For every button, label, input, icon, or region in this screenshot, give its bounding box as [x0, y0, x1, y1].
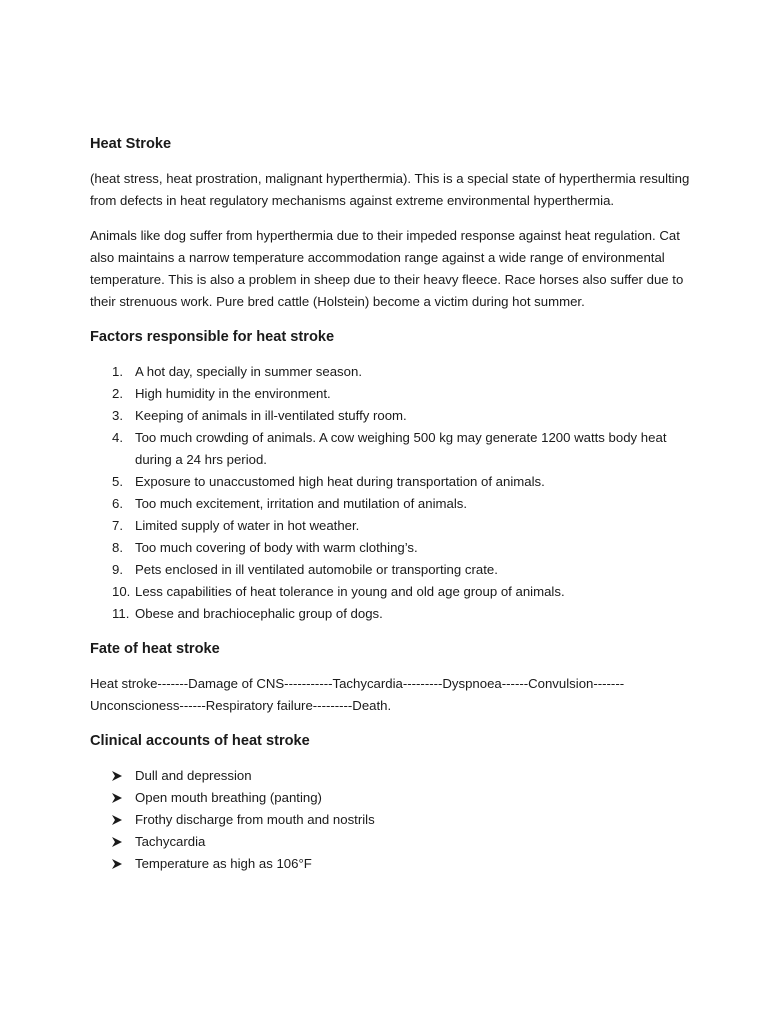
- list-number: 9.: [112, 562, 123, 577]
- list-number: 4.: [112, 430, 123, 445]
- arrowhead-bullet-icon: [112, 815, 122, 825]
- list-item-text: Too much crowding of animals. A cow weighing 500 kg may generate 1200 watts body heat during a 24 hrs period.: [135, 430, 667, 467]
- list-number: 6.: [112, 496, 123, 511]
- list-item: [90, 809, 690, 831]
- clinical-heading: Clinical accounts of heat stroke: [90, 733, 310, 749]
- list-item-text: Tachycardia: [135, 834, 206, 849]
- list-item: [90, 405, 690, 427]
- animals-paragraph: Animals like dog suffer from hyperthermia due to their impeded response against heat regulation. Cat also maintains a narrow temperature accommodation range against a wide range of environmental temperature. This is also a problem in sheep due to their heavy fleece. Race horses also suffer due to their strenuous work. Pure bred cattle (Holstein) become a victim during hot summer.: [90, 228, 684, 309]
- list-item-text: Open mouth breathing (panting): [135, 790, 322, 805]
- list-item-text: A hot day, specially in summer season.: [135, 364, 362, 379]
- list-item: [90, 515, 690, 537]
- list-item: [90, 361, 690, 383]
- intro-paragraph: (heat stress, heat prostration, malignant hyperthermia). This is a special state of hyperthermia resulting from defects in heat regulatory mechanisms against extreme environmental hyperthermia.: [90, 171, 690, 208]
- factors-list: [90, 361, 690, 625]
- list-number: 8.: [112, 540, 123, 555]
- list-item: [90, 559, 690, 581]
- list-number: 7.: [112, 518, 123, 533]
- list-item: [90, 853, 690, 875]
- list-number: 10.: [112, 584, 131, 599]
- fate-sequence: Heat stroke-------Damage of CNS-----------Tachycardia---------Dyspnoea------Convulsion------- Unconscioness------Respiratory failure---------Death.: [90, 676, 625, 713]
- list-item: [90, 537, 690, 559]
- list-item-text: Exposure to unaccustomed high heat during transportation of animals.: [135, 474, 545, 489]
- list-item-text: Limited supply of water in hot weather.: [135, 518, 360, 533]
- list-item-text: High humidity in the environment.: [135, 386, 331, 401]
- list-item: [90, 471, 690, 493]
- list-item: [90, 493, 690, 515]
- list-item: [90, 427, 690, 471]
- list-number: 1.: [112, 364, 123, 379]
- list-number: 11.: [112, 606, 130, 621]
- list-item-text: Temperature as high as 106°F: [135, 856, 312, 871]
- list-number: 2.: [112, 386, 123, 401]
- arrowhead-bullet-icon: [112, 793, 122, 803]
- list-item-text: Too much excitement, irritation and mutilation of animals.: [135, 496, 468, 511]
- list-item-text: Frothy discharge from mouth and nostrils: [135, 812, 375, 827]
- list-item: [90, 831, 690, 853]
- list-number: 3.: [112, 408, 123, 423]
- list-item-text: Pets enclosed in ill ventilated automobile or transporting crate.: [135, 562, 498, 577]
- list-item: [90, 383, 690, 405]
- list-number: 5.: [112, 474, 123, 489]
- clinical-list: [90, 765, 690, 875]
- list-item: [90, 765, 690, 787]
- list-item-text: Dull and depression: [135, 768, 252, 783]
- list-item: [90, 581, 690, 603]
- list-item-text: Obese and brachiocephalic group of dogs.: [135, 606, 383, 621]
- list-item-text: Less capabilities of heat tolerance in young and old age group of animals.: [135, 584, 565, 599]
- fate-heading: Fate of heat stroke: [90, 641, 220, 657]
- document-title: Heat Stroke: [90, 136, 172, 152]
- arrowhead-bullet-icon: [112, 837, 122, 847]
- list-item: [90, 787, 690, 809]
- list-item-text: Too much covering of body with warm clothing’s.: [135, 540, 418, 555]
- document-page: [90, 133, 690, 875]
- list-item-text: Keeping of animals in ill-ventilated stuffy room.: [135, 408, 407, 423]
- list-item: [90, 603, 690, 625]
- factors-heading: Factors responsible for heat stroke: [90, 329, 335, 345]
- arrowhead-bullet-icon: [112, 859, 122, 869]
- arrowhead-bullet-icon: [112, 771, 122, 781]
